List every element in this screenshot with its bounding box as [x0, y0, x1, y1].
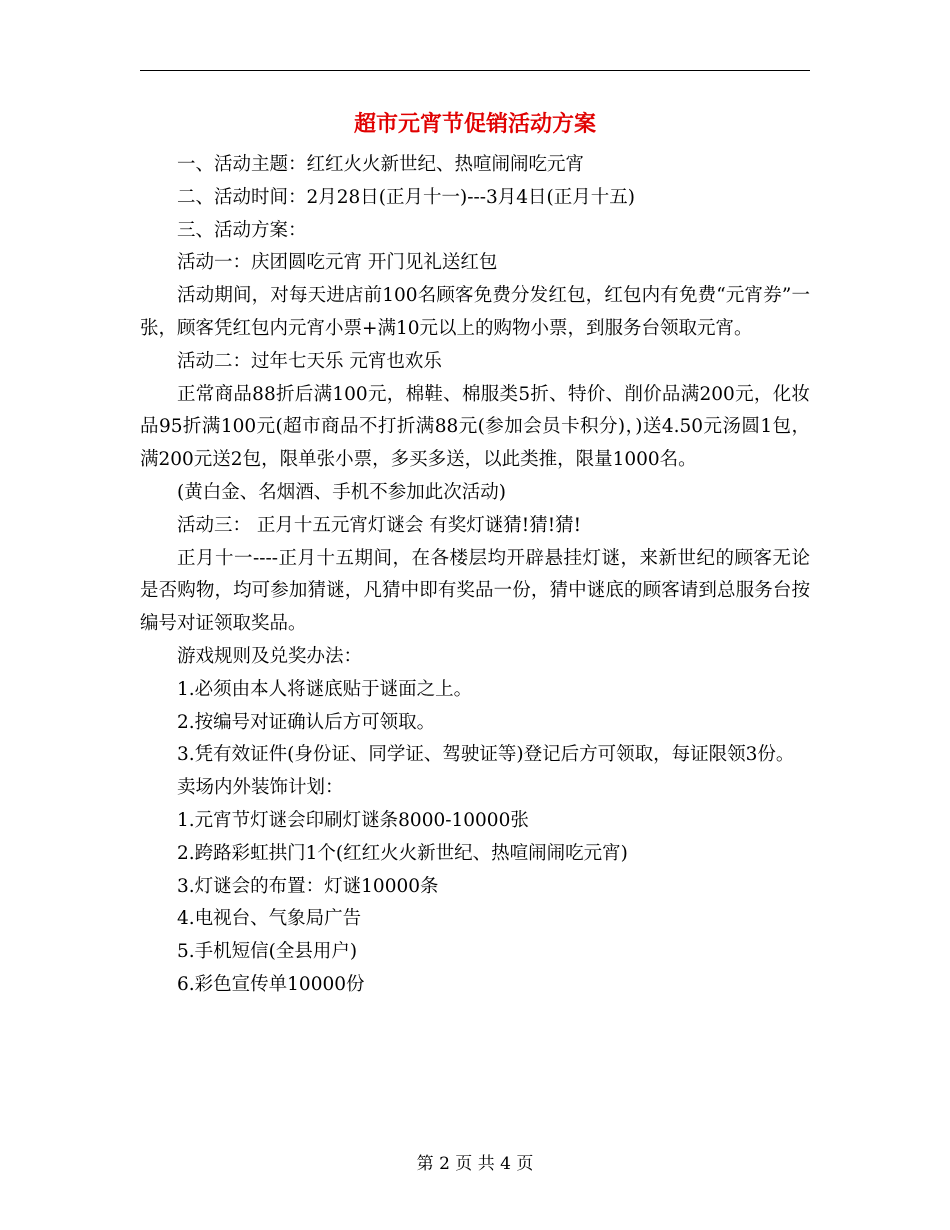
paragraph-decoration-1: 1.元宵节灯谜会印刷灯谜条8000-10000张 [177, 809, 529, 831]
paragraph-theme: 一、活动主题：红红火火新世纪、热喧闹闹吃元宵 [177, 154, 585, 175]
paragraph-activity-3-body: 正月十一----正月十五期间，在各楼层均开辟悬挂灯谜，来新世纪的顾客无论是否购物，均可参加猜谜，凡猜中即有奖品一份，猜中谜底的顾客请到总服务台按编号对证领取奖品。 [140, 547, 810, 635]
paragraph-activity-1-body: 活动期间，对每天进店前100名顾客免费分发红包，红包内有免费“元宵券”一张，顾客凭红包内元宵小票+满10元以上的购物小票，到服务台领取元宵。 [140, 285, 810, 339]
page-number-footer: 第 2 页 共 4 页 [416, 1154, 534, 1174]
paragraph-activity-2-exclusion: (黄白金、名烟酒、手机不参加此次活动) [177, 481, 506, 503]
paragraph-rule-2: 2.按编号对证确认后方可领取。 [177, 711, 436, 733]
paragraph-rule-3: 3.凭有效证件(身份证、同学证、驾驶证等)登记后方可领取，每证限领3份。 [177, 744, 795, 766]
document-body [140, 149, 810, 1002]
paragraph-decoration-2: 2.跨路彩虹拱门1个(红红火火新世纪、热喧闹闹吃元宵) [177, 842, 628, 864]
paragraph-rule-1: 1.必须由本人将谜底贴于谜面之上。 [177, 678, 473, 700]
paragraph-activity-2-heading: 活动二：过年七天乐 元宵也欢乐 [177, 350, 442, 372]
header-rule [140, 70, 810, 71]
paragraph-decoration-heading: 卖场内外装饰计划： [177, 777, 344, 799]
paragraph-decoration-4: 4.电视台、气象局广告 [177, 908, 362, 930]
paragraph-rules-heading: 游戏规则及兑奖办法： [177, 645, 363, 667]
paragraph-decoration-6: 6.彩色宣传单10000份 [177, 973, 365, 995]
paragraph-decoration-3: 3.灯谜会的布置：灯谜10000条 [177, 875, 439, 897]
paragraph-activity-1-heading: 活动一：庆团圆吃元宵 开门见礼送红包 [177, 252, 498, 274]
paragraph-activity-3-heading: 活动三： 正月十五元宵灯谜会 有奖灯谜猜!猜!猜! [177, 514, 582, 536]
paragraph-time: 二、活动时间：2月28日(正月十一)---3月4日(正月十五) [177, 186, 635, 208]
paragraph-decoration-5: 5.手机短信(全县用户) [177, 941, 358, 963]
paragraph-plan-heading: 三、活动方案： [177, 219, 307, 241]
paragraph-activity-2-body: 正常商品88折后满100元，棉鞋、棉服类5折、特价、削价品满200元，化妆品95折满100元(超市商品不打折满88元(参加会员卡积分)，)送4.50元汤圆1包，满200元送2包，限单张小票，多买多送，以此类推，限量1000名。 [140, 383, 810, 471]
document-title: 超市元宵节促销活动方案 [353, 111, 596, 137]
